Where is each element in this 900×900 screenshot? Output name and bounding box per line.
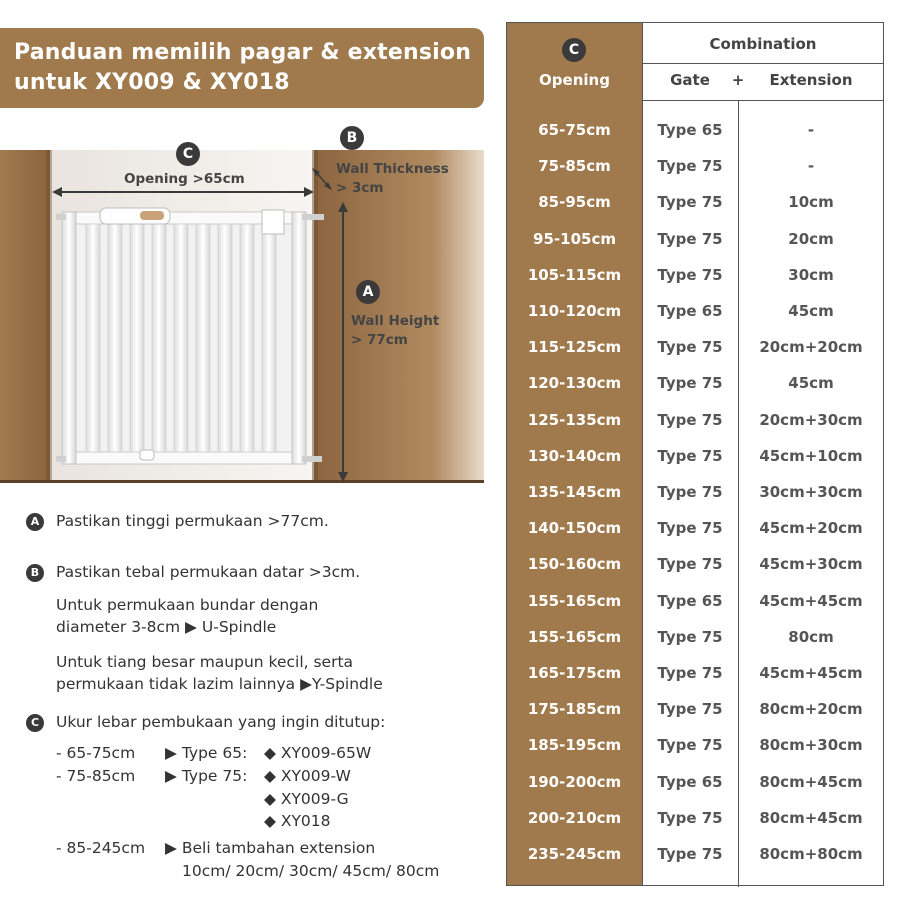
- instruction-b-note2-line2: permukaan tidak lazim lainnya ▶Y-Spindle: [56, 675, 383, 693]
- opening-cell: 120-130cm: [527, 374, 622, 392]
- gate-cell: Type 75: [657, 193, 723, 211]
- instruction-b-note1-line1: Untuk permukaan bundar dengan: [56, 596, 319, 614]
- header-plus: +: [731, 71, 745, 89]
- opening-cell: 105-115cm: [527, 266, 622, 284]
- gate-cell: Type 75: [657, 266, 723, 284]
- extension-cell: 80cm+45cm: [759, 773, 863, 791]
- gate-cell: Type 75: [657, 519, 723, 537]
- gate-cell: Type 75: [657, 809, 723, 827]
- badge-a-instruction: A: [26, 513, 44, 531]
- extension-cell: 20cm+20cm: [759, 338, 863, 356]
- opening-cell: 95-105cm: [533, 230, 616, 248]
- header-combination: Combination: [709, 35, 817, 53]
- opening-cell: 190-200cm: [527, 773, 622, 791]
- gate-cell: Type 65: [657, 592, 723, 610]
- extension-sizes: 10cm/ 20cm/ 30cm/ 45cm/ 80cm: [182, 862, 440, 880]
- extension-cell: 45cm+45cm: [759, 664, 863, 682]
- badge-c-instruction: C: [26, 714, 44, 732]
- range-1: - 65-75cm: [56, 744, 136, 762]
- extension-cell: 80cm: [788, 628, 834, 646]
- opening-cell: 110-120cm: [527, 302, 622, 320]
- extension-cell: 45cm+10cm: [759, 447, 863, 465]
- wall-height-value: > 77cm: [351, 332, 408, 348]
- gate-cell: Type 75: [657, 338, 723, 356]
- instruction-c-text: Ukur lebar pembukaan yang ingin ditutup:: [56, 713, 386, 731]
- badge-b-instruction: B: [26, 564, 44, 582]
- header-gate: Gate: [670, 71, 710, 89]
- extension-cell: 30cm: [788, 266, 834, 284]
- gate-cell: Type 75: [657, 700, 723, 718]
- extension-cell: 45cm+45cm: [759, 592, 863, 610]
- opening-cell: 175-185cm: [527, 700, 622, 718]
- gate-cell: Type 75: [657, 157, 723, 175]
- instruction-a-text: Pastikan tinggi permukaan >77cm.: [56, 512, 329, 530]
- extension-cell: 30cm+30cm: [759, 483, 863, 501]
- type-2: ▶ Type 75:: [165, 767, 248, 785]
- opening-cell: 235-245cm: [527, 845, 622, 863]
- opening-cell: 125-135cm: [527, 411, 622, 429]
- opening-cell: 65-75cm: [538, 121, 611, 139]
- range-2: - 75-85cm: [56, 767, 136, 785]
- extension-cell: 20cm+30cm: [759, 411, 863, 429]
- instruction-b-text: Pastikan tebal permukaan datar >3cm.: [56, 563, 361, 581]
- sku-2c: ◆ XY018: [264, 812, 331, 830]
- sku-2a: ◆ XY009-W: [264, 767, 351, 785]
- gate-cell: Type 75: [657, 483, 723, 501]
- opening-label: Opening >65cm: [124, 171, 245, 187]
- extension-cell: 80cm+45cm: [759, 809, 863, 827]
- opening-cell: 130-140cm: [527, 447, 622, 465]
- instruction-b-note1-line2: diameter 3-8cm ▶ U-Spindle: [56, 618, 277, 636]
- opening-cell: 200-210cm: [527, 809, 622, 827]
- sku-2b: ◆ XY009-G: [264, 790, 349, 808]
- opening-cell: 155-165cm: [527, 592, 622, 610]
- combination-table: [506, 22, 884, 886]
- badge-a-wall-height: A: [356, 280, 380, 304]
- gate-cell: Type 65: [657, 773, 723, 791]
- extension-cell: 80cm+80cm: [759, 845, 863, 863]
- gate-cell: Type 75: [657, 628, 723, 646]
- title-line-1: Panduan memilih pagar & extension: [14, 40, 472, 65]
- gate-cell: Type 75: [657, 447, 723, 465]
- opening-cell: 85-95cm: [538, 193, 611, 211]
- extension-cell: 45cm: [788, 374, 834, 392]
- gate-cell: Type 65: [657, 121, 723, 139]
- gate-cell: Type 75: [657, 845, 723, 863]
- badge-b-wall-thickness: B: [340, 126, 364, 150]
- extension-cell: 80cm+20cm: [759, 700, 863, 718]
- wall-thickness-label: Wall Thickness: [336, 161, 449, 177]
- gate-cell: Type 75: [657, 230, 723, 248]
- range-3: - 85-245cm: [56, 839, 146, 857]
- opening-cell: 165-175cm: [527, 664, 622, 682]
- instruction-b-note2-line1: Untuk tiang besar maupun kecil, serta: [56, 653, 354, 671]
- gate-cell: Type 65: [657, 302, 723, 320]
- gate-cell: Type 75: [657, 664, 723, 682]
- extension-cell: 20cm: [788, 230, 834, 248]
- opening-cell: 185-195cm: [527, 736, 622, 754]
- extension-cell: 45cm: [788, 302, 834, 320]
- wall-height-label: Wall Height: [351, 313, 440, 329]
- table-badge-c: C: [562, 38, 586, 62]
- opening-cell: 140-150cm: [527, 519, 622, 537]
- header-opening: Opening: [539, 71, 610, 89]
- gate-cell: Type 75: [657, 374, 723, 392]
- title-line-2: untuk XY009 & XY018: [14, 70, 290, 95]
- title-banner: [0, 28, 484, 108]
- wall-thickness-value: > 3cm: [336, 180, 384, 196]
- type-1: ▶ Type 65:: [165, 744, 248, 762]
- sku-1: ◆ XY009-65W: [264, 744, 372, 762]
- gate-cell: Type 75: [657, 411, 723, 429]
- extension-cell: 80cm+30cm: [759, 736, 863, 754]
- extension-cell: -: [807, 157, 815, 175]
- gate-cell: Type 75: [657, 555, 723, 573]
- opening-cell: 155-165cm: [527, 628, 622, 646]
- extension-cell: 45cm+30cm: [759, 555, 863, 573]
- badge-c-opening: C: [176, 142, 200, 166]
- type-3: ▶ Beli tambahan extension: [165, 839, 376, 857]
- opening-cell: 135-145cm: [527, 483, 622, 501]
- extension-cell: -: [807, 121, 815, 139]
- opening-cell: 150-160cm: [527, 555, 622, 573]
- extension-cell: 10cm: [788, 193, 834, 211]
- gate-cell: Type 75: [657, 736, 723, 754]
- extension-cell: 45cm+20cm: [759, 519, 863, 537]
- opening-cell: 115-125cm: [527, 338, 622, 356]
- opening-cell: 75-85cm: [538, 157, 611, 175]
- header-extension: Extension: [769, 71, 853, 89]
- gate-illustration: [0, 130, 484, 485]
